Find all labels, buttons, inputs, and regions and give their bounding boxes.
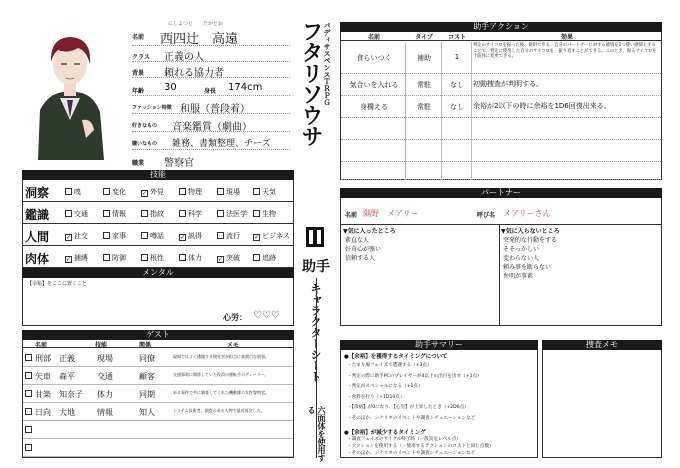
skill-item[interactable] <box>103 187 126 197</box>
skill-label: ビジネス <box>262 232 290 240</box>
skill-item[interactable] <box>179 209 202 219</box>
skill-label: 変化 <box>112 188 126 196</box>
skill-item[interactable] <box>103 231 126 241</box>
heart-icons[interactable]: ♡♡♡ <box>253 310 280 321</box>
skill-label: 根性 <box>150 254 164 262</box>
checkbox-icon[interactable] <box>103 232 110 239</box>
skill-label: 防御 <box>112 254 126 262</box>
skill-label: 生物 <box>262 210 276 218</box>
checked-box-icon[interactable]: ✓ <box>66 234 72 241</box>
partner-like-item[interactable]: 信頼する人 <box>345 255 376 262</box>
memo-header: 捜査メモ <box>542 340 662 350</box>
skills-table <box>22 180 294 268</box>
action-name[interactable]: 身構える <box>360 103 388 111</box>
action-effect[interactable]: 余裕が2以下の時に余裕を1D6回復出来る。 <box>473 102 611 110</box>
skill-label: 指紋 <box>150 210 164 218</box>
title-strip <box>296 18 336 462</box>
partner-dislike-item[interactable]: 突発的な行動をする <box>503 237 558 244</box>
checkbox-icon[interactable] <box>141 232 148 239</box>
partner-name-value[interactable]: 隅野 メアリー <box>363 209 419 218</box>
guest-column-header: 関係 <box>139 342 152 349</box>
guest-memo[interactable]: 現場ではよく遭遇する検死官が担当に真面目な刑事。 <box>173 354 269 359</box>
guest-relation[interactable]: 同期 <box>139 390 155 399</box>
checkbox-icon[interactable] <box>65 210 72 217</box>
partner-dislike-item[interactable]: 頼み事を断らない <box>503 264 552 271</box>
name-label: 名前 <box>132 34 145 41</box>
guest-memo[interactable]: ある事件で共に調査してくれた機動隊の女性警察官。 <box>173 390 269 395</box>
job-label: 職業 <box>132 160 145 167</box>
class-label: クラス <box>132 54 150 61</box>
mental-header: メンタル <box>22 268 294 278</box>
background-value[interactable]: 頼れる協力者 <box>164 68 224 79</box>
guest-name[interactable]: 甘楽 知奈子 <box>35 390 83 399</box>
guests-header: ゲスト <box>22 330 294 340</box>
guest-relation[interactable]: 知人 <box>139 408 155 417</box>
lose-item: ・そのほか、シナリオのイベントや調査シチュエーションなど <box>347 451 476 456</box>
checkbox-icon[interactable] <box>25 354 32 361</box>
checkbox-icon[interactable] <box>253 254 260 261</box>
summary-header: 助手サマリー <box>340 340 538 350</box>
memo-box[interactable] <box>542 350 662 458</box>
action-type[interactable]: 常駐 <box>417 81 431 89</box>
gain-item: ・たまり場フェイズで遭遇する（+3点） <box>347 363 432 368</box>
lose-title: ●【余裕】が減少するタイミング <box>344 430 426 436</box>
skill-label: 社交 <box>74 232 88 240</box>
name-value[interactable]: 西四辻 高遠 <box>160 32 239 47</box>
skill-label: 法医学 <box>226 210 247 218</box>
partner-header: パートナー <box>340 188 662 198</box>
checkbox-icon[interactable] <box>103 254 110 261</box>
skill-row <box>23 202 293 224</box>
portrait-frame <box>20 20 118 165</box>
gain-title: ●【余裕】を獲得するタイミングについて <box>344 354 448 360</box>
checked-box-icon[interactable]: ✓ <box>142 190 148 197</box>
guest-memo[interactable]: システム技術者。調査のある人物で最近再会した。 <box>173 408 265 413</box>
skill-item[interactable] <box>253 253 276 263</box>
gain-item: ・【余裕】が0になり、【心労】が上昇したとき（+2D6点） <box>347 405 469 410</box>
action-row <box>341 42 661 74</box>
skill-label: 外見 <box>150 188 164 196</box>
skill-label: 捕縛 <box>74 254 88 262</box>
likes-header: ▼気に入ったところ <box>343 228 396 235</box>
profile-section <box>118 18 294 170</box>
likes-value[interactable]: 音楽鑑賞（劇曲） <box>172 122 252 133</box>
summary-box <box>340 350 538 458</box>
background-label: 背景 <box>132 70 145 77</box>
guest-row <box>23 349 293 367</box>
guests-table <box>22 340 294 458</box>
fashion-value[interactable]: 和服（普段着） <box>180 104 250 115</box>
guest-column-header: メモ <box>226 342 239 349</box>
skill-item[interactable] <box>253 187 276 197</box>
skill-label: 家事 <box>112 232 126 240</box>
skill-label: 流行 <box>226 232 240 240</box>
lose-item: ・調査フェイズのサイクル終了時（一般災厄レベル点） <box>347 437 462 442</box>
action-type[interactable]: 常駐 <box>417 103 431 111</box>
job-value[interactable]: 警察官 <box>164 158 194 169</box>
class-value[interactable]: 正義の人 <box>164 52 204 63</box>
lose-item: ・アクションを使用する（一使用するアクションのコストと同じ点数） <box>347 444 494 449</box>
partner-like-item[interactable]: 素直な人 <box>345 237 370 244</box>
guest-name[interactable]: 刑部 正義 <box>35 354 75 363</box>
action-cost[interactable]: なし <box>450 81 464 89</box>
checkbox-icon[interactable] <box>103 188 110 195</box>
guest-row <box>23 421 293 439</box>
checkbox-icon[interactable] <box>65 188 72 195</box>
action-name[interactable]: 食らいつく <box>356 54 392 62</box>
checkbox-icon[interactable] <box>25 426 32 433</box>
action-column-header: 効果 <box>560 34 573 41</box>
guest-name[interactable]: 日向 大地 <box>35 408 75 417</box>
partner-name-label: 名前 <box>345 212 358 219</box>
action-column-header: コスト <box>447 34 466 41</box>
skill-item[interactable] <box>141 187 164 197</box>
checkbox-icon[interactable] <box>253 188 260 195</box>
guest-skill[interactable]: 情報 <box>97 408 113 417</box>
sheet-title: キャラクターシート <box>309 283 322 382</box>
guest-column-header: 技能 <box>95 342 108 349</box>
checked-box-icon[interactable]: ✓ <box>218 256 224 263</box>
skill-item[interactable] <box>179 253 202 263</box>
actions-table <box>340 32 662 180</box>
skill-item[interactable] <box>253 231 290 241</box>
checkbox-icon[interactable] <box>217 232 224 239</box>
skill-label: 科学 <box>188 210 202 218</box>
partner-dislike-item[interactable]: そそっかしい <box>503 246 540 253</box>
name-ruby: にしよつじ たかとお <box>168 21 224 27</box>
partner-dislike-item[interactable]: 変わらない人 <box>503 255 540 262</box>
checkbox-icon[interactable] <box>217 210 224 217</box>
partner-box <box>340 198 662 326</box>
checkbox-icon[interactable] <box>103 210 110 217</box>
logo-mark-icon <box>304 225 326 249</box>
skill-label: 追跡 <box>262 254 276 262</box>
action-row <box>341 74 661 96</box>
heart-label: 心労： <box>223 313 247 322</box>
action-name[interactable]: 気合いを入れる <box>349 81 399 89</box>
gain-item: ・判定がスペシャルになる（+1点） <box>347 384 423 389</box>
skill-item[interactable] <box>217 187 240 197</box>
action-type[interactable]: 補助 <box>417 54 431 62</box>
skill-label: 説得 <box>188 232 202 240</box>
skill-item[interactable] <box>65 231 88 241</box>
action-column-header: タイプ <box>415 34 433 41</box>
checkbox-icon[interactable] <box>179 188 186 195</box>
action-column-header: 名前 <box>367 34 380 41</box>
guest-relation[interactable]: 顧客 <box>139 372 155 381</box>
skill-item[interactable] <box>141 253 164 263</box>
skill-item[interactable] <box>141 209 164 219</box>
checkbox-icon[interactable] <box>25 390 32 397</box>
skill-item[interactable] <box>103 209 126 219</box>
skill-item[interactable] <box>217 253 240 263</box>
skill-item[interactable] <box>103 253 126 263</box>
skill-row <box>23 224 293 246</box>
skill-label: 突破 <box>226 254 240 262</box>
actions-header: 助手アクション <box>340 22 662 32</box>
fashion-label: ファッション特徴 <box>132 105 172 111</box>
mental-note: 【余裕】をここに置くこと <box>27 281 88 287</box>
checkbox-icon[interactable] <box>25 444 32 451</box>
skill-item[interactable] <box>253 209 276 219</box>
gain-item: ・食料を行う（+1D10点） <box>347 394 405 400</box>
skill-item[interactable] <box>179 231 202 241</box>
skill-row <box>23 180 293 202</box>
partner-callname-label: 呼び名 <box>477 212 496 219</box>
action-row <box>341 162 661 180</box>
checkbox-icon[interactable] <box>141 210 148 217</box>
likes-label: 好きなもの <box>132 123 158 129</box>
guest-skill[interactable]: 交通 <box>97 372 113 381</box>
skill-label: 物理 <box>188 188 202 196</box>
skill-row <box>23 246 293 268</box>
skill-category: 肉体 <box>25 252 50 266</box>
action-effect[interactable]: 判定のサイコロを振った後、使用できる。自分のパートナーに対する感情を1つ使い感情とすることで、判定に使用した自分のサイコロを、振り直すことができる。このとき、振るサイコロを十面体に変更できる。 <box>473 43 657 60</box>
guest-row <box>23 403 293 421</box>
height-label: 身長 <box>204 88 217 95</box>
character-portrait <box>20 20 118 165</box>
gain-item: ・そのほか、シナリオのイベントや調査シチュエーションなど <box>347 415 476 421</box>
dice-note: 六面体を使用する <box>307 406 326 462</box>
skill-category: 鑑識 <box>25 208 50 222</box>
skill-item[interactable] <box>179 187 202 197</box>
checkbox-icon[interactable] <box>179 254 186 261</box>
guest-skill[interactable]: 現場 <box>97 354 113 363</box>
guest-row <box>23 385 293 403</box>
guest-row <box>23 439 293 457</box>
checkbox-icon[interactable] <box>253 210 260 217</box>
skill-label: 交通 <box>74 210 88 218</box>
dislikes-label: 嫌いなもの <box>132 141 158 147</box>
checked-box-icon[interactable]: ✓ <box>66 256 72 263</box>
title-logo: フタリソウサ <box>298 20 323 146</box>
checked-box-icon[interactable]: ✓ <box>254 234 260 241</box>
dislikes-header: ▼気に入らないところ <box>501 228 560 235</box>
action-cost[interactable]: 1 <box>454 53 460 61</box>
skill-label: 天気 <box>262 188 276 196</box>
age-label: 年齢 <box>132 88 145 95</box>
skill-item[interactable] <box>65 187 81 197</box>
skill-category: 洞察 <box>25 186 50 200</box>
checkbox-icon[interactable] <box>179 210 186 217</box>
action-row <box>341 140 661 162</box>
checkbox-icon[interactable] <box>141 254 148 261</box>
skill-category: 人間 <box>25 230 50 244</box>
skill-label: 情報 <box>112 210 126 218</box>
skill-label: 現場 <box>226 188 240 196</box>
guest-skill[interactable]: 体力 <box>97 390 113 399</box>
action-row <box>341 118 661 140</box>
skill-label: 嗅 <box>74 188 81 196</box>
partner-like-item[interactable]: 好奇心が強い <box>345 246 382 253</box>
checkbox-icon[interactable] <box>25 372 32 379</box>
skill-item[interactable] <box>65 253 88 263</box>
height-value[interactable]: 174cm <box>228 82 263 93</box>
guest-row <box>23 367 293 385</box>
skill-label: 体力 <box>188 254 202 262</box>
guest-column-header: 名前 <box>35 342 48 349</box>
guest-memo[interactable]: 交通事故に関係していた役員の運転手のディーラー。 <box>173 372 269 377</box>
skill-item[interactable] <box>217 209 247 219</box>
partner-dislike-item[interactable]: 弁明が事素 <box>503 273 534 280</box>
age-value[interactable]: 30 <box>164 82 177 93</box>
skills-header: 技能 <box>22 170 294 180</box>
subtitle-text: バディサスペンスＴＲＰＧ <box>323 22 331 106</box>
checked-box-icon[interactable]: ✓ <box>180 234 186 241</box>
mental-box[interactable] <box>22 278 294 326</box>
checkbox-icon[interactable] <box>25 408 32 415</box>
dislikes-value[interactable]: 雑務、書類整理、チーズ <box>172 139 271 149</box>
partner-callname-value[interactable]: メアリーさん <box>503 209 551 218</box>
skill-item[interactable] <box>65 209 88 219</box>
guest-name[interactable]: 矢車 森平 <box>35 372 75 381</box>
action-row <box>341 96 661 118</box>
assistant-title: 助手 <box>302 259 330 275</box>
gain-item: ・判定の際に助手PCのプレイヤーが4以上の出目を出す（+1点） <box>347 373 482 379</box>
checkbox-icon[interactable] <box>217 188 224 195</box>
action-cost[interactable]: なし <box>450 103 464 111</box>
guest-relation[interactable]: 同僚 <box>139 354 155 363</box>
action-effect[interactable]: 初動捜査が判明する。 <box>473 80 543 88</box>
skill-item[interactable] <box>141 231 164 241</box>
skill-label: 噂話 <box>150 232 164 240</box>
skill-item[interactable] <box>217 231 240 241</box>
